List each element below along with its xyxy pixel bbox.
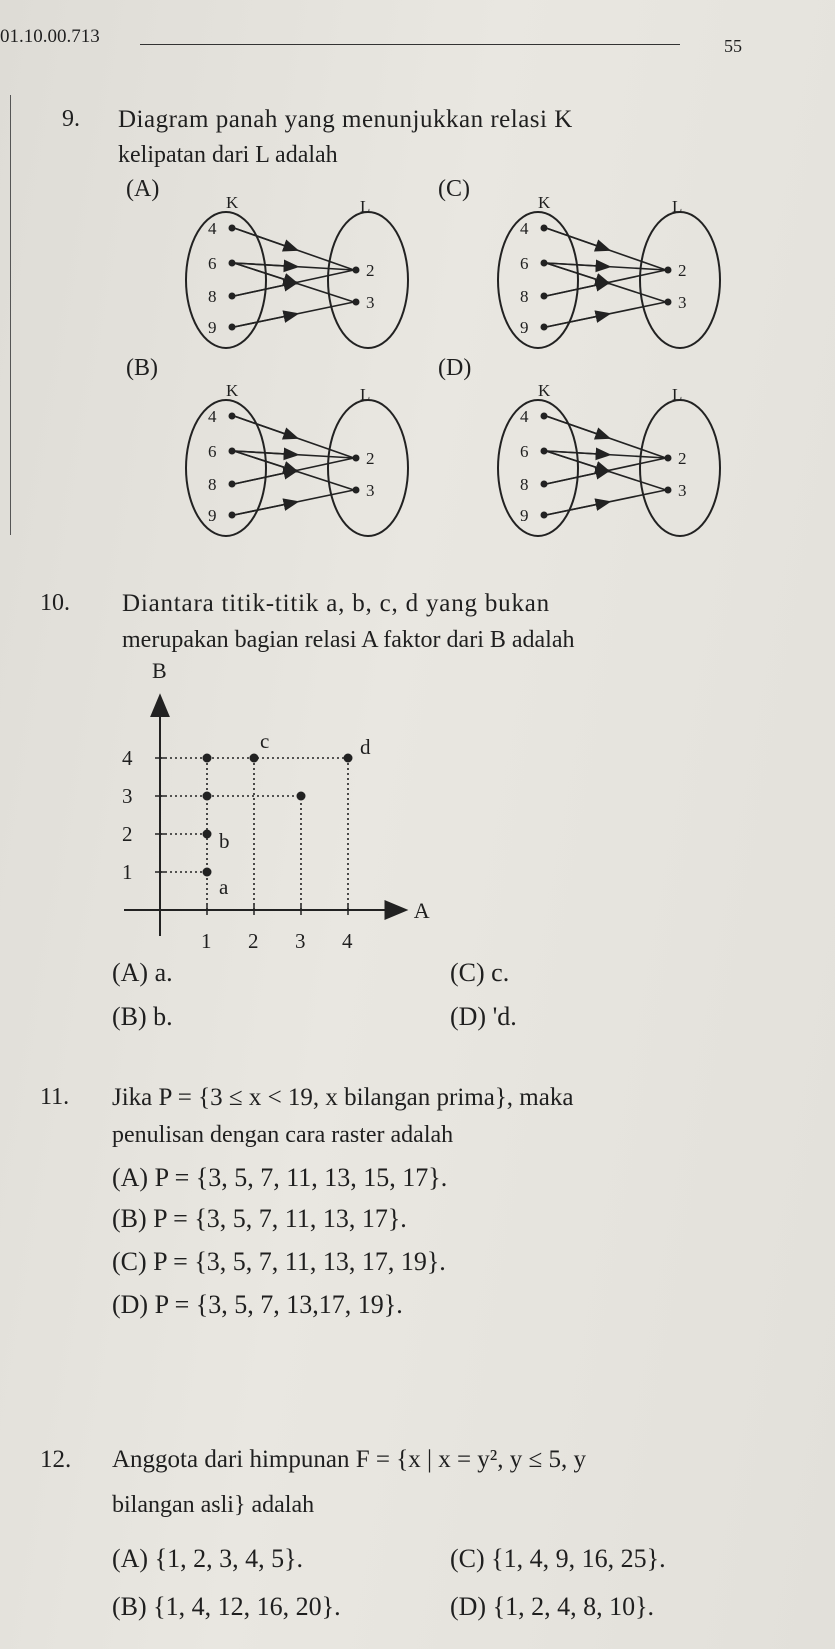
x-axis-label: A xyxy=(413,898,430,923)
set-l-label: L xyxy=(360,197,371,216)
set-k-value: 8 xyxy=(520,287,529,306)
q11-text-line1: Jika P = {3 ≤ x < 19, x bilangan prima}, maka xyxy=(112,1084,574,1111)
data-point xyxy=(297,792,306,801)
x-tick-label: 1 xyxy=(201,929,212,953)
point-label: c xyxy=(260,729,270,753)
set-k-value: 6 xyxy=(520,254,529,273)
q9-text-line1: Diagram panah yang menunjukkan relasi K xyxy=(118,106,573,133)
data-point xyxy=(203,868,212,877)
page-number: 55 xyxy=(724,36,742,56)
q9-option-a-label[interactable]: (A) xyxy=(126,176,160,202)
data-point xyxy=(250,754,259,763)
set-l-value: 2 xyxy=(366,261,375,280)
set-k-value: 4 xyxy=(520,407,529,426)
set-l-label: L xyxy=(672,385,683,404)
set-k-value: 9 xyxy=(520,318,529,337)
set-l-label: L xyxy=(360,385,371,404)
set-l-value: 3 xyxy=(366,481,375,500)
q12-text-line1: Anggota dari himpunan F = {x | x = y², y ≤ 5, y xyxy=(112,1446,587,1473)
x-tick-label: 4 xyxy=(342,929,353,953)
q10-number: 10. xyxy=(40,590,70,616)
set-k-value: 4 xyxy=(208,219,217,238)
q10-text-line2: merupakan bagian relasi A faktor dari B adalah xyxy=(122,627,575,653)
q10-option-d[interactable]: (D) 'd. xyxy=(450,1002,517,1031)
x-tick-label: 3 xyxy=(295,929,306,953)
y-tick-label: 4 xyxy=(122,746,133,770)
set-k-value: 8 xyxy=(208,475,217,494)
q12-option-d[interactable]: (D) {1, 2, 4, 8, 10}. xyxy=(450,1592,655,1621)
document-code: 01.10.00.713 xyxy=(0,26,100,47)
set-k-value: 9 xyxy=(208,506,217,525)
set-k-value: 9 xyxy=(520,506,529,525)
y-tick-label: 2 xyxy=(122,822,133,846)
q9-option-b-label[interactable]: (B) xyxy=(126,355,158,381)
q9-number: 9. xyxy=(62,106,80,132)
q10-text-line1: Diantara titik-titik a, b, c, d yang bukan xyxy=(122,590,550,617)
q12-option-b[interactable]: (B) {1, 4, 12, 16, 20}. xyxy=(112,1592,341,1621)
q11-text-line2: penulisan dengan cara raster adalah xyxy=(112,1122,454,1148)
set-k-label: K xyxy=(538,381,551,400)
y-axis-label: B xyxy=(152,658,167,684)
set-l-value: 2 xyxy=(678,261,687,280)
y-tick-label: 1 xyxy=(122,860,133,884)
q9-text-line2: kelipatan dari L adalah xyxy=(118,142,338,168)
point-label: a xyxy=(219,875,229,899)
q11-option-a[interactable]: (A) P = {3, 5, 7, 11, 13, 15, 17}. xyxy=(112,1163,448,1192)
point-label: d xyxy=(360,735,371,759)
q12-option-a[interactable]: (A) {1, 2, 3, 4, 5}. xyxy=(112,1544,304,1573)
set-l-label: L xyxy=(672,197,683,216)
q11-option-c[interactable]: (C) P = {3, 5, 7, 11, 13, 17, 19}. xyxy=(112,1247,446,1276)
set-l-value: 3 xyxy=(678,481,687,500)
set-k-label: K xyxy=(226,193,239,212)
set-l-value: 2 xyxy=(678,449,687,468)
q10-option-b[interactable]: (B) b. xyxy=(112,1002,173,1031)
q11-option-b[interactable]: (B) P = {3, 5, 7, 11, 13, 17}. xyxy=(112,1204,407,1233)
set-k-value: 8 xyxy=(208,287,217,306)
set-l-value: 3 xyxy=(678,293,687,312)
q9-option-c-label[interactable]: (C) xyxy=(438,176,470,202)
set-l-value: 3 xyxy=(366,293,375,312)
q11-option-d[interactable]: (D) P = {3, 5, 7, 13,17, 19}. xyxy=(112,1290,403,1319)
y-tick-label: 3 xyxy=(122,784,133,808)
q10-option-c[interactable]: (C) c. xyxy=(450,958,510,987)
data-point xyxy=(344,754,353,763)
set-k-value: 9 xyxy=(208,318,217,337)
q12-number: 12. xyxy=(40,1446,72,1473)
q10-option-a[interactable]: (A) a. xyxy=(112,958,173,987)
set-k-value: 6 xyxy=(520,442,529,461)
data-point xyxy=(203,754,212,763)
point-label: b xyxy=(219,829,230,853)
set-k-value: 4 xyxy=(208,407,217,426)
data-point xyxy=(203,830,212,839)
q12-option-c[interactable]: (C) {1, 4, 9, 16, 25}. xyxy=(450,1544,666,1573)
set-k-value: 4 xyxy=(520,219,529,238)
chart-root xyxy=(122,658,430,953)
q11-number: 11. xyxy=(40,1084,70,1110)
set-k-label: K xyxy=(538,193,551,212)
set-k-value: 8 xyxy=(520,475,529,494)
data-point xyxy=(203,792,212,801)
set-k-label: K xyxy=(226,381,239,400)
set-k-value: 6 xyxy=(208,254,217,273)
q9-option-d-label[interactable]: (D) xyxy=(438,355,472,381)
set-k-value: 6 xyxy=(208,442,217,461)
q12-text-line2: bilangan asli} adalah xyxy=(112,1492,315,1518)
x-tick-label: 2 xyxy=(248,929,259,953)
set-l-value: 2 xyxy=(366,449,375,468)
